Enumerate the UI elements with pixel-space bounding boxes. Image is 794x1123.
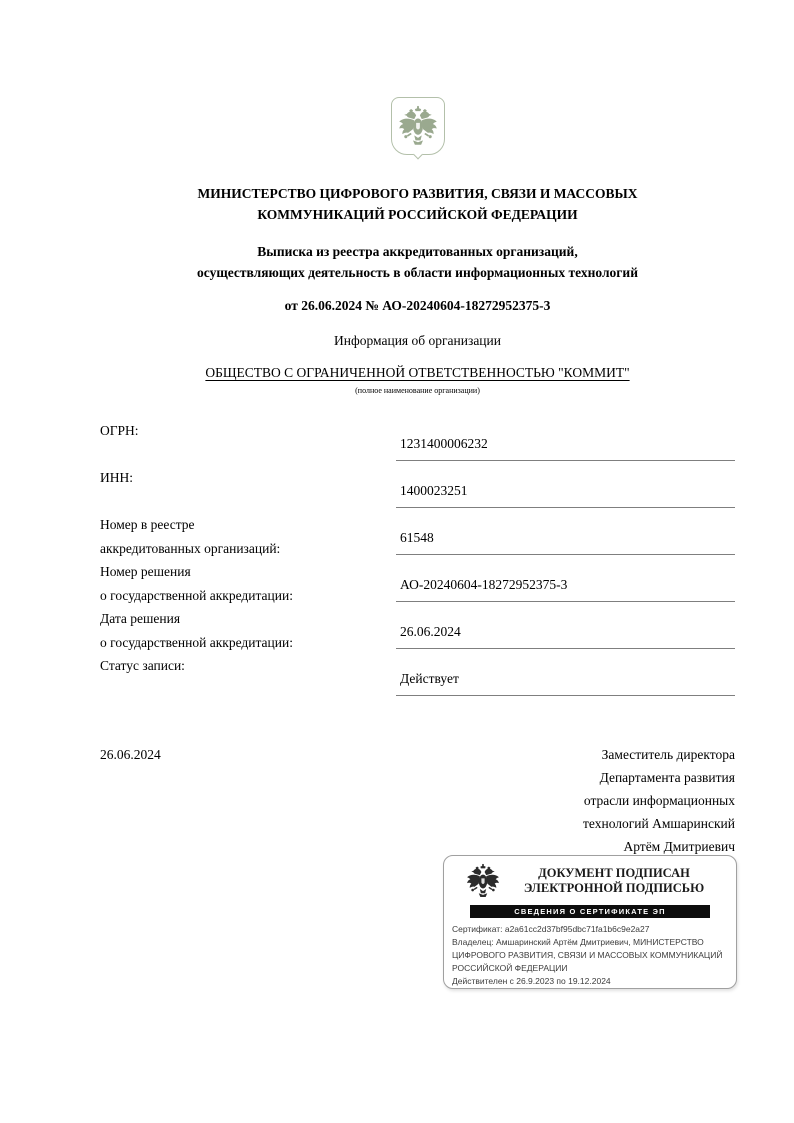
field-value: 61548 bbox=[396, 508, 735, 555]
signer-line: отрасли информационных bbox=[583, 793, 735, 808]
document-subtitle bbox=[100, 241, 735, 283]
field-value: 1231400006232 bbox=[396, 414, 735, 461]
subtitle-line: осуществляющих деятельность в области информационных технологий bbox=[197, 265, 638, 280]
electronic-signature-stamp bbox=[443, 855, 737, 989]
certificate-info-bar: СВЕДЕНИЯ О СЕРТИФИКАТЕ ЭП bbox=[470, 905, 710, 918]
ministry-title-line: МИНИСТЕРСТВО ЦИФРОВОГО РАЗВИТИЯ, СВЯЗИ И МАССОВЫХ bbox=[197, 186, 638, 201]
signature-row bbox=[100, 743, 735, 858]
field-label: Номер решения о государственной аккредитации: bbox=[100, 564, 293, 603]
certificate-line: Сертификат: a2a61cc2d37bf95dbc71fa1b6c9e2a27 bbox=[452, 924, 650, 934]
field-value: 26.06.2024 bbox=[396, 602, 735, 649]
certificate-validity-line: Действителен с 26.9.2023 по 19.12.2024 bbox=[452, 976, 611, 986]
stamp-title: ДОКУМЕНТ ПОДПИСАН ЭЛЕКТРОННОЙ ПОДПИСЬЮ bbox=[523, 866, 705, 895]
field-row-inn bbox=[100, 461, 735, 508]
organization-name-caption: (полное наименование организации) bbox=[355, 386, 480, 395]
field-row-decision-date bbox=[100, 602, 735, 649]
stamp-header bbox=[444, 856, 736, 902]
org-info-section-title: Информация об организации bbox=[334, 333, 501, 348]
ministry-title bbox=[100, 183, 735, 225]
signer-block bbox=[583, 743, 735, 858]
coat-of-arms-icon bbox=[398, 103, 438, 149]
signer-line: технологий Амшаринский bbox=[583, 816, 735, 831]
field-value: АО-20240604-18272952375-3 bbox=[396, 555, 735, 602]
signer-line: Заместитель директора bbox=[601, 747, 735, 762]
field-row-registry-number bbox=[100, 508, 735, 555]
field-label: Номер в реестре аккредитованных организаций: bbox=[100, 517, 281, 556]
document-number: от 26.06.2024 № АО-20240604-18272952375-3 bbox=[284, 298, 551, 313]
document-content bbox=[100, 0, 735, 858]
organization-name: ОБЩЕСТВО С ОГРАНИЧЕННОЙ ОТВЕТСТВЕННОСТЬЮ "КОММИТ" bbox=[205, 365, 630, 380]
field-label: ОГРН: bbox=[100, 423, 139, 438]
ministry-title-line: КОММУНИКАЦИЙ РОССИЙСКОЙ ФЕДЕРАЦИИ bbox=[257, 207, 578, 222]
emblem-row bbox=[100, 97, 735, 155]
status-value: Действует bbox=[400, 671, 459, 686]
fields-table bbox=[100, 414, 735, 696]
field-row-status bbox=[100, 649, 735, 696]
field-label: Статус записи: bbox=[100, 658, 185, 673]
coat-of-arms-frame bbox=[391, 97, 445, 155]
signer-line: Департамента развития bbox=[599, 770, 735, 785]
subtitle-line: Выписка из реестра аккредитованных организаций, bbox=[257, 244, 578, 259]
field-value: 1400023251 bbox=[396, 461, 735, 508]
field-label: ИНН: bbox=[100, 470, 133, 485]
signer-line: Артём Дмитриевич bbox=[623, 839, 735, 854]
field-label: Дата решения о государственной аккредитации: bbox=[100, 611, 293, 650]
field-value bbox=[396, 649, 735, 696]
field-row-decision-number bbox=[100, 555, 735, 602]
certificate-owner-line: Владелец: Амшаринский Артём Дмитриевич, МИНИСТЕРСТВО ЦИФРОВОГО РАЗВИТИЯ, СВЯЗИ И МАССОВЫХ КОММУНИКАЦИЙ РОССИЙСКОЙ ФЕДЕРАЦИИ bbox=[452, 937, 723, 973]
stamp-eagle-icon bbox=[466, 861, 500, 901]
certificate-details bbox=[444, 918, 736, 988]
signature-date: 26.06.2024 bbox=[100, 747, 161, 762]
field-row-ogrn bbox=[100, 414, 735, 461]
